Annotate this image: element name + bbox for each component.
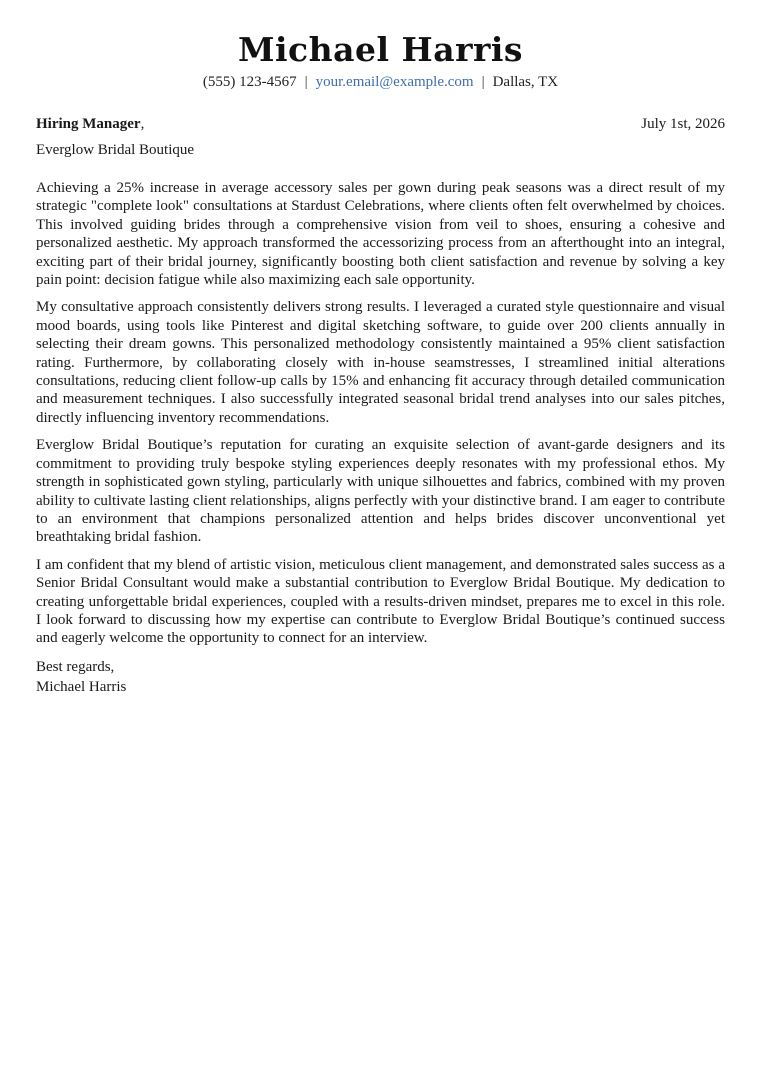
body-paragraph: Everglow Bridal Boutique’s reputation for curating an exquisite selection of avant-garde designers and its commitment to providing truly bespoke styling experiences deeply resonates with my professional ethos. My strength in sophisticated gown styling, particularly with unique silhouettes and fabrics, combined with my proven ability to cultivate lasting client relationships, aligns perfectly with your distinctive brand. I am eager to contribute to an environment that champions personalized attention and helps brides discover unconventional yet breathtaking bridal fashion. [36,437,725,546]
recipient [36,115,144,133]
email-link[interactable]: your.email@example.com [315,74,474,90]
signature-name: Michael Harris [36,678,127,695]
phone-number: (555) 123-4567 [202,74,297,90]
contact-separator: | [481,74,485,90]
body-paragraph: Achieving a 25% increase in average accessory sales per gown during peak seasons was a direct result of my strategic "complete look" consultations at Stardust Celebrations, where clients often felt overwhelmed by choices. This involved guiding brides through a comprehensive vision from veil to shoes, ensuring a cohesive and personalized aesthetic. My approach transformed the accessorizing process from an afterthought into an integral, exciting part of their bridal journey, significantly boosting both client satisfaction and revenue by solving a key pain point: decision fatigue while also maximizing each sale opportunity. [36,180,725,289]
location: Dallas, TX [492,74,559,90]
letter-date: July 1st, 2026 [641,116,725,132]
letter-body [36,179,725,648]
salutation-row [36,115,725,133]
applicant-name: Michael Harris [237,30,523,69]
closing-phrase: Best regards, [36,658,115,675]
company-name: Everglow Bridal Boutique [36,142,195,158]
contact-separator: | [304,74,308,90]
closing-block [36,657,725,697]
recipient-comma: , [140,116,145,132]
contact-line [36,73,725,91]
body-paragraph: I am confident that my blend of artistic vision, meticulous client management, and demonstrated sales success as a Senior Bridal Consultant would make a substantial contribution to Everglow Bridal Boutique. My dedication to creating unforgettable bridal experiences, coupled with a results-driven mindset, prepares me to excel in this role. I look forward to discussing how my expertise can contribute to Everglow Bridal Boutique’s continued success and eagerly welcome the opportunity to connect for an interview. [36,556,725,647]
body-paragraph: My consultative approach consistently delivers strong results. I leveraged a curated style questionnaire and visual mood boards, using tools like Pinterest and digital sketching software, to guide over 200 clients annually in selecting their dream gowns. This personalized methodology consistently maintained a 95% client satisfaction rating. Furthermore, by collaborating closely with in-house seamstresses, I streamlined initial alterations consultations, reducing client follow-up calls by 15% and enhancing fit accuracy through detailed communication and measurement techniques. I also successfully integrated seasonal bridal trend analyses into our sales pitches, directly influencing inventory recommendations. [36,299,725,426]
cover-letter-page [36,0,725,697]
recipient-title: Hiring Manager [36,116,141,132]
